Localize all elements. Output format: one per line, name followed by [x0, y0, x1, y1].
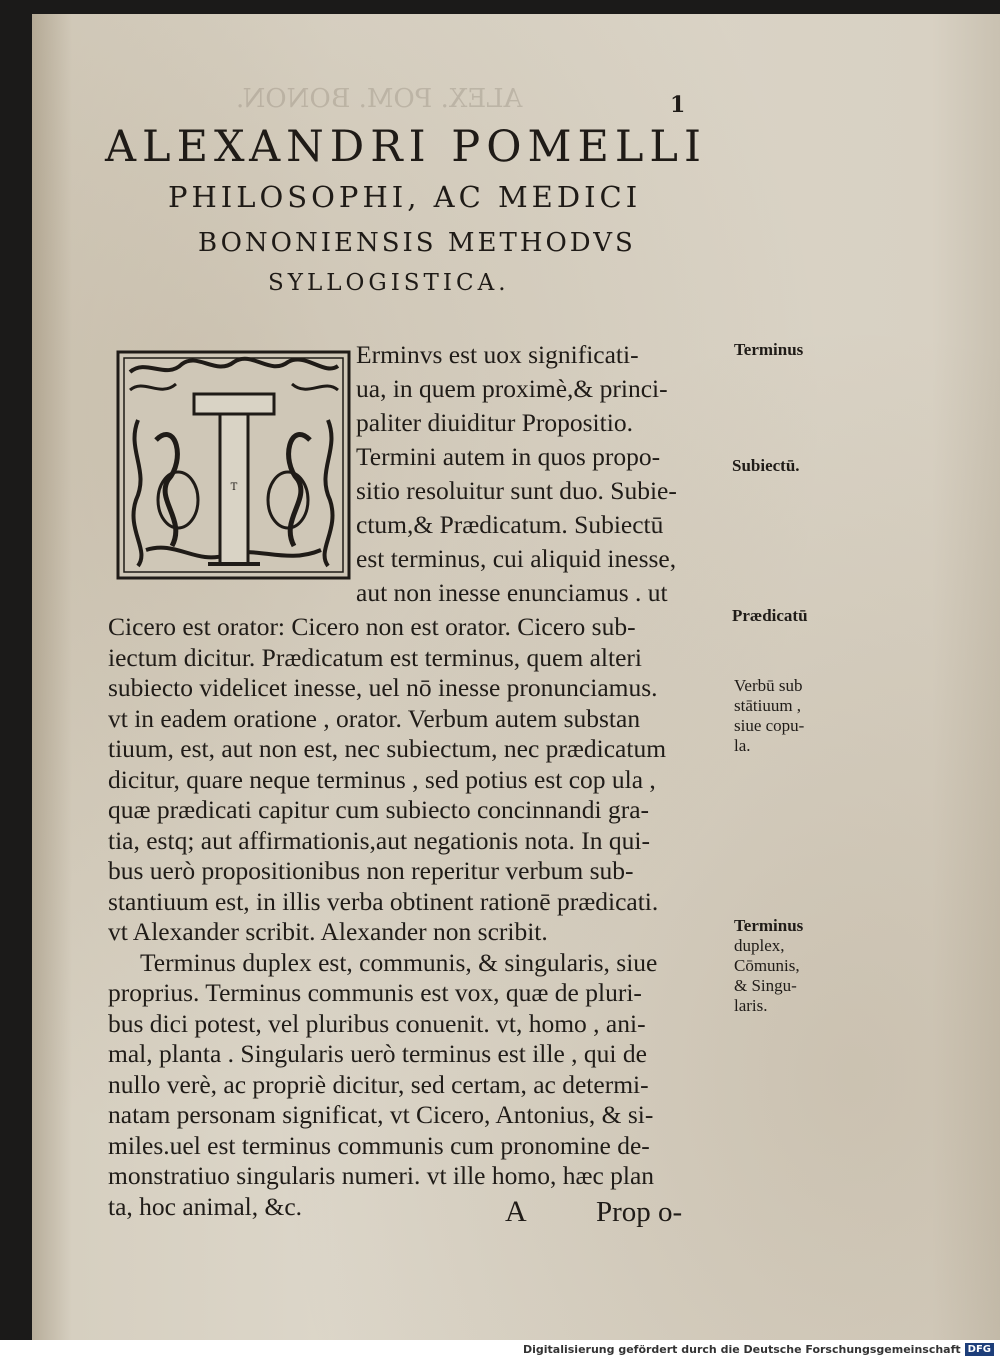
signature-mark: A: [505, 1195, 527, 1228]
body-line: tia, estq; aut affirmationis,aut negationis nota. In qui-: [108, 825, 650, 855]
body-line: subiecto videlicet inesse, uel nō inesse pronunciamus.: [108, 673, 658, 702]
body-line: stantiuum est, in illis verba obtinent rationē prædicati.: [108, 886, 659, 916]
margin-note-duplex-line: laris.: [734, 996, 768, 1015]
body-line: miles.uel est terminus communis cum pronomine de-: [108, 1130, 650, 1160]
margin-note-duplex-line: Cōmunis,: [734, 956, 800, 975]
margin-note-duplex-line: & Singu-: [734, 976, 797, 995]
credit-text: Digitalisierung gefördert durch die Deutsche Forschungsgemeinschaft: [522, 1343, 961, 1356]
body-line: nullo verè, ac propriè dicitur, sed certam, ac determi-: [108, 1069, 649, 1099]
body-line: aut non inesse enunciamus . ut: [356, 578, 668, 607]
dfg-logo: DFG: [965, 1343, 994, 1356]
body-line: ua, in quem proximè,& princi-: [356, 374, 668, 403]
margin-note-verbum-line: stātiuum ,: [734, 696, 802, 715]
margin-note-duplex-line: duplex,: [734, 936, 785, 955]
page-number: 1: [670, 92, 686, 118]
margin-note-duplex-line: Terminus: [734, 916, 804, 935]
drop-cap-letter: T: [230, 482, 238, 493]
title-line-3: BONONIENSIS METHODVS: [198, 228, 636, 258]
title-line-2: PHILOSOPHI, AC MEDICI: [168, 180, 642, 214]
margin-note-verbum-line: la.: [734, 736, 751, 755]
catchword: Prop o-: [596, 1196, 683, 1228]
show-through-text: ALEX. POM. BONON.: [236, 84, 523, 114]
body-line: iectum dicitur. Prædicatum est terminus, quem alteri: [108, 642, 642, 672]
body-line: Erminvs est uox significati-: [356, 340, 639, 369]
margin-note-subiectum: Subiectū.: [732, 456, 800, 475]
margin-note-verbum-line: Verbū sub: [734, 676, 803, 695]
body-line: paliter diuiditur Propositio.: [356, 408, 633, 437]
body-line: vt Alexander scribit. Alexander non scribit.: [108, 917, 548, 946]
body-line: est terminus, cui aliquid inesse,: [356, 544, 677, 573]
body-line: Terminus duplex est, communis, & singularis, siue: [140, 947, 658, 977]
ornamental-initial: [116, 350, 351, 580]
body-line: Termini autem in quos propo-: [356, 442, 661, 471]
digitization-credit: [0, 1340, 1000, 1359]
body-line: ctum,& Prædicatum. Subiectū: [356, 510, 664, 539]
title-line-1: ALEXANDRI POMELLI: [105, 122, 707, 172]
body-line: dicitur, quare neque terminus , sed potius est cop ula ,: [108, 764, 656, 794]
margin-note-verbum-line: siue copu-: [734, 716, 805, 735]
body-line: mal, planta . Singularis uerò terminus est ille , qui de: [108, 1039, 647, 1068]
body-line: natam personam significat, vt Cicero, Antonius, & si-: [108, 1100, 654, 1129]
margin-note-praedicatum: Prædicatū: [732, 606, 808, 625]
body-line: Cicero est orator: Cicero non est orator. Cicero sub-: [108, 612, 636, 641]
title-line-4: SYLLOGISTICA.: [268, 270, 510, 296]
body-line: vt in eadem oratione , orator. Verbum autem substan: [108, 703, 641, 733]
body-line: bus dici potest, vel pluribus conuenit. vt, homo , ani-: [108, 1008, 646, 1038]
body-line: proprius. Terminus communis est vox, quæ de pluri-: [108, 978, 642, 1007]
body-line: monstratiuo singularis numeri. vt ille homo, hæc plan: [108, 1161, 655, 1190]
body-line: sitio resoluitur sunt duo. Subie-: [356, 476, 677, 505]
body-line: quæ prædicati capitur cum subiecto concinnandi gra-: [108, 795, 650, 824]
body-line: ta, hoc animal, &c.: [108, 1191, 303, 1221]
body-line: tiuum, est, aut non est, nec subiectum, nec prædicatum: [108, 734, 667, 763]
body-line: bus uerò propositionibus non reperitur verbum sub-: [108, 856, 634, 885]
margin-note-terminus: Terminus: [734, 340, 804, 359]
